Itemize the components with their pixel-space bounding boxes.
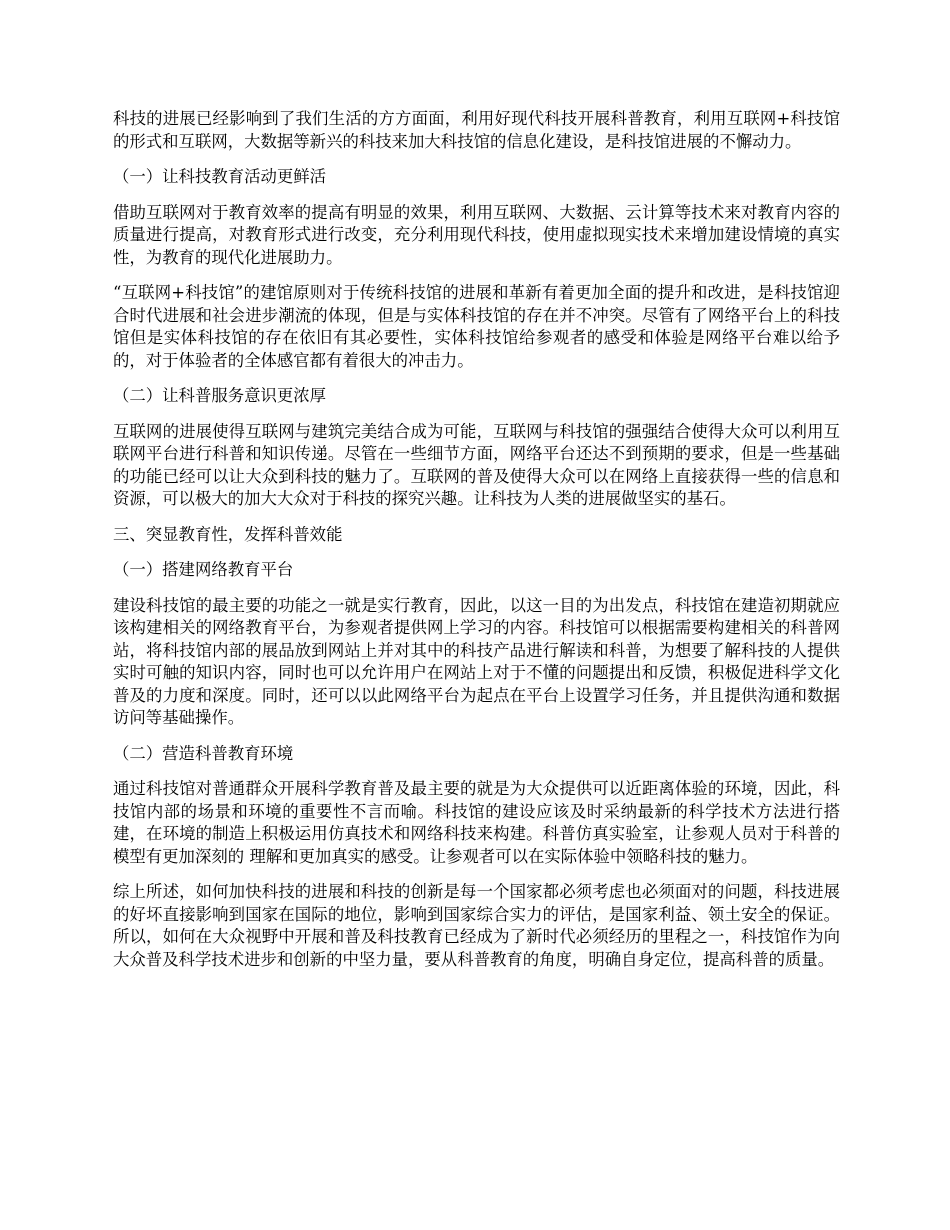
paragraph-internet-combination: 互联网的进展使得互联网与建筑完美结合成为可能，互联网与科技馆的强强结合使得大众可以利用互联网平台进行科普和知识传递。尽管在一些细节方面，网络平台还达不到预期的要求，但是一些基础的功能已经可以让大众到科技的魅力了。互联网的普及使得大众可以在网络上直接获得一些的信息和资源，可以极大的加大大众对于科技的探究兴趣。让科技为人类的进展做坚实的基石。 (113, 421, 840, 508)
paragraph-online-platform: 建设科技馆的最主要的功能之一就是实行教育，因此，以这一目的为出发点，科技馆在建造初期就应该构建相关的网络教育平台，为参观者提供网上学习的内容。科技馆可以根据需要构建相关的科普网站，将科技馆内部的展品放到网站上并对其中的科技产品进行解读和科普，为想要了解科技的人提供实时可触的知识内容，同时也可以允许用户在网站上对于不懂的问题提出和反馈，积极促进科学文化普及的力度和深度。同时，还可以以此网络平台为起点在平台上设置学习任务，并且提供沟通和数据访问等基础操作。 (113, 595, 840, 727)
paragraph-conclusion: 综上所述，如何加快科技的进展和科技的创新是每一个国家都必须考虑也必须面对的问题，科技进展的好坏直接影响到国家在国际的地位，影响到国家综合实力的评估，是国家利益、领土安全的保证。所以，如何在大众视野中开展和普及科技教育已经成为了新时代必须经历的里程之一，科技馆作为向大众普及科学技术进步和创新的中坚力量，要从科普教育的角度，明确自身定位，提高科普的质量。 (113, 882, 840, 969)
heading-section-1: （一）让科技教育活动更鲜活 (113, 167, 327, 186)
heading-section-3-1: （一）搭建网络教育平台 (113, 560, 294, 579)
paragraph-internet-plus-museum: “互联网+科技馆”的建馆原则对于传统科技馆的进展和革新有着更加全面的提升和改进，是科技馆迎合时代进展和社会进步潮流的体现，但是与实体科技馆的存在并不冲突。尽管有了网络平台上的科技馆但是实体科技馆的存在依旧有其必要性，实体科技馆给参观者的感受和体验是网络平台难以给予的，对于体验者的全体感官都有着很大的冲击力。 (113, 283, 840, 370)
paragraph-internet-education: 借助互联网对于教育效率的提高有明显的效果，利用互联网、大数据、云计算等技术来对教育内容的质量进行提高，对教育形式进行改变，充分利用现代科技，使用虚拟现实技术来增加建设情境的真实性，为教育的现代化进展助力。 (113, 202, 840, 267)
heading-part-3: 三、突显教育性，发挥科普效能 (113, 524, 343, 544)
heading-section-2: （二）让科普服务意识更浓厚 (113, 386, 327, 405)
paragraph-environment: 通过科技馆对普通群众开展科学教育普及最主要的就是为大众提供可以近距离体验的环境，因此，科技馆内部的场景和环境的重要性不言而喻。科技馆的建设应该及时采纳最新的科学技术方法进行搭建，在环境的制造上积极运用仿真技术和网络科技来构建。科普仿真实验室，让参观人员对于科普的模型有更加深刻的 理解和更加真实的感受。让参观者可以在实际体验中领略科技的魅力。 (113, 779, 840, 866)
document-page (113, 108, 840, 984)
paragraph-intro: 科技的进展已经影响到了我们生活的方方面面，利用好现代科技开展科普教育，利用互联网+科技馆的形式和互联网，大数据等新兴的科技来加大科技馆的信息化建设，是科技馆进展的不懈动力。 (113, 109, 840, 151)
heading-section-3-2: （二）营造科普教育环境 (113, 743, 294, 763)
